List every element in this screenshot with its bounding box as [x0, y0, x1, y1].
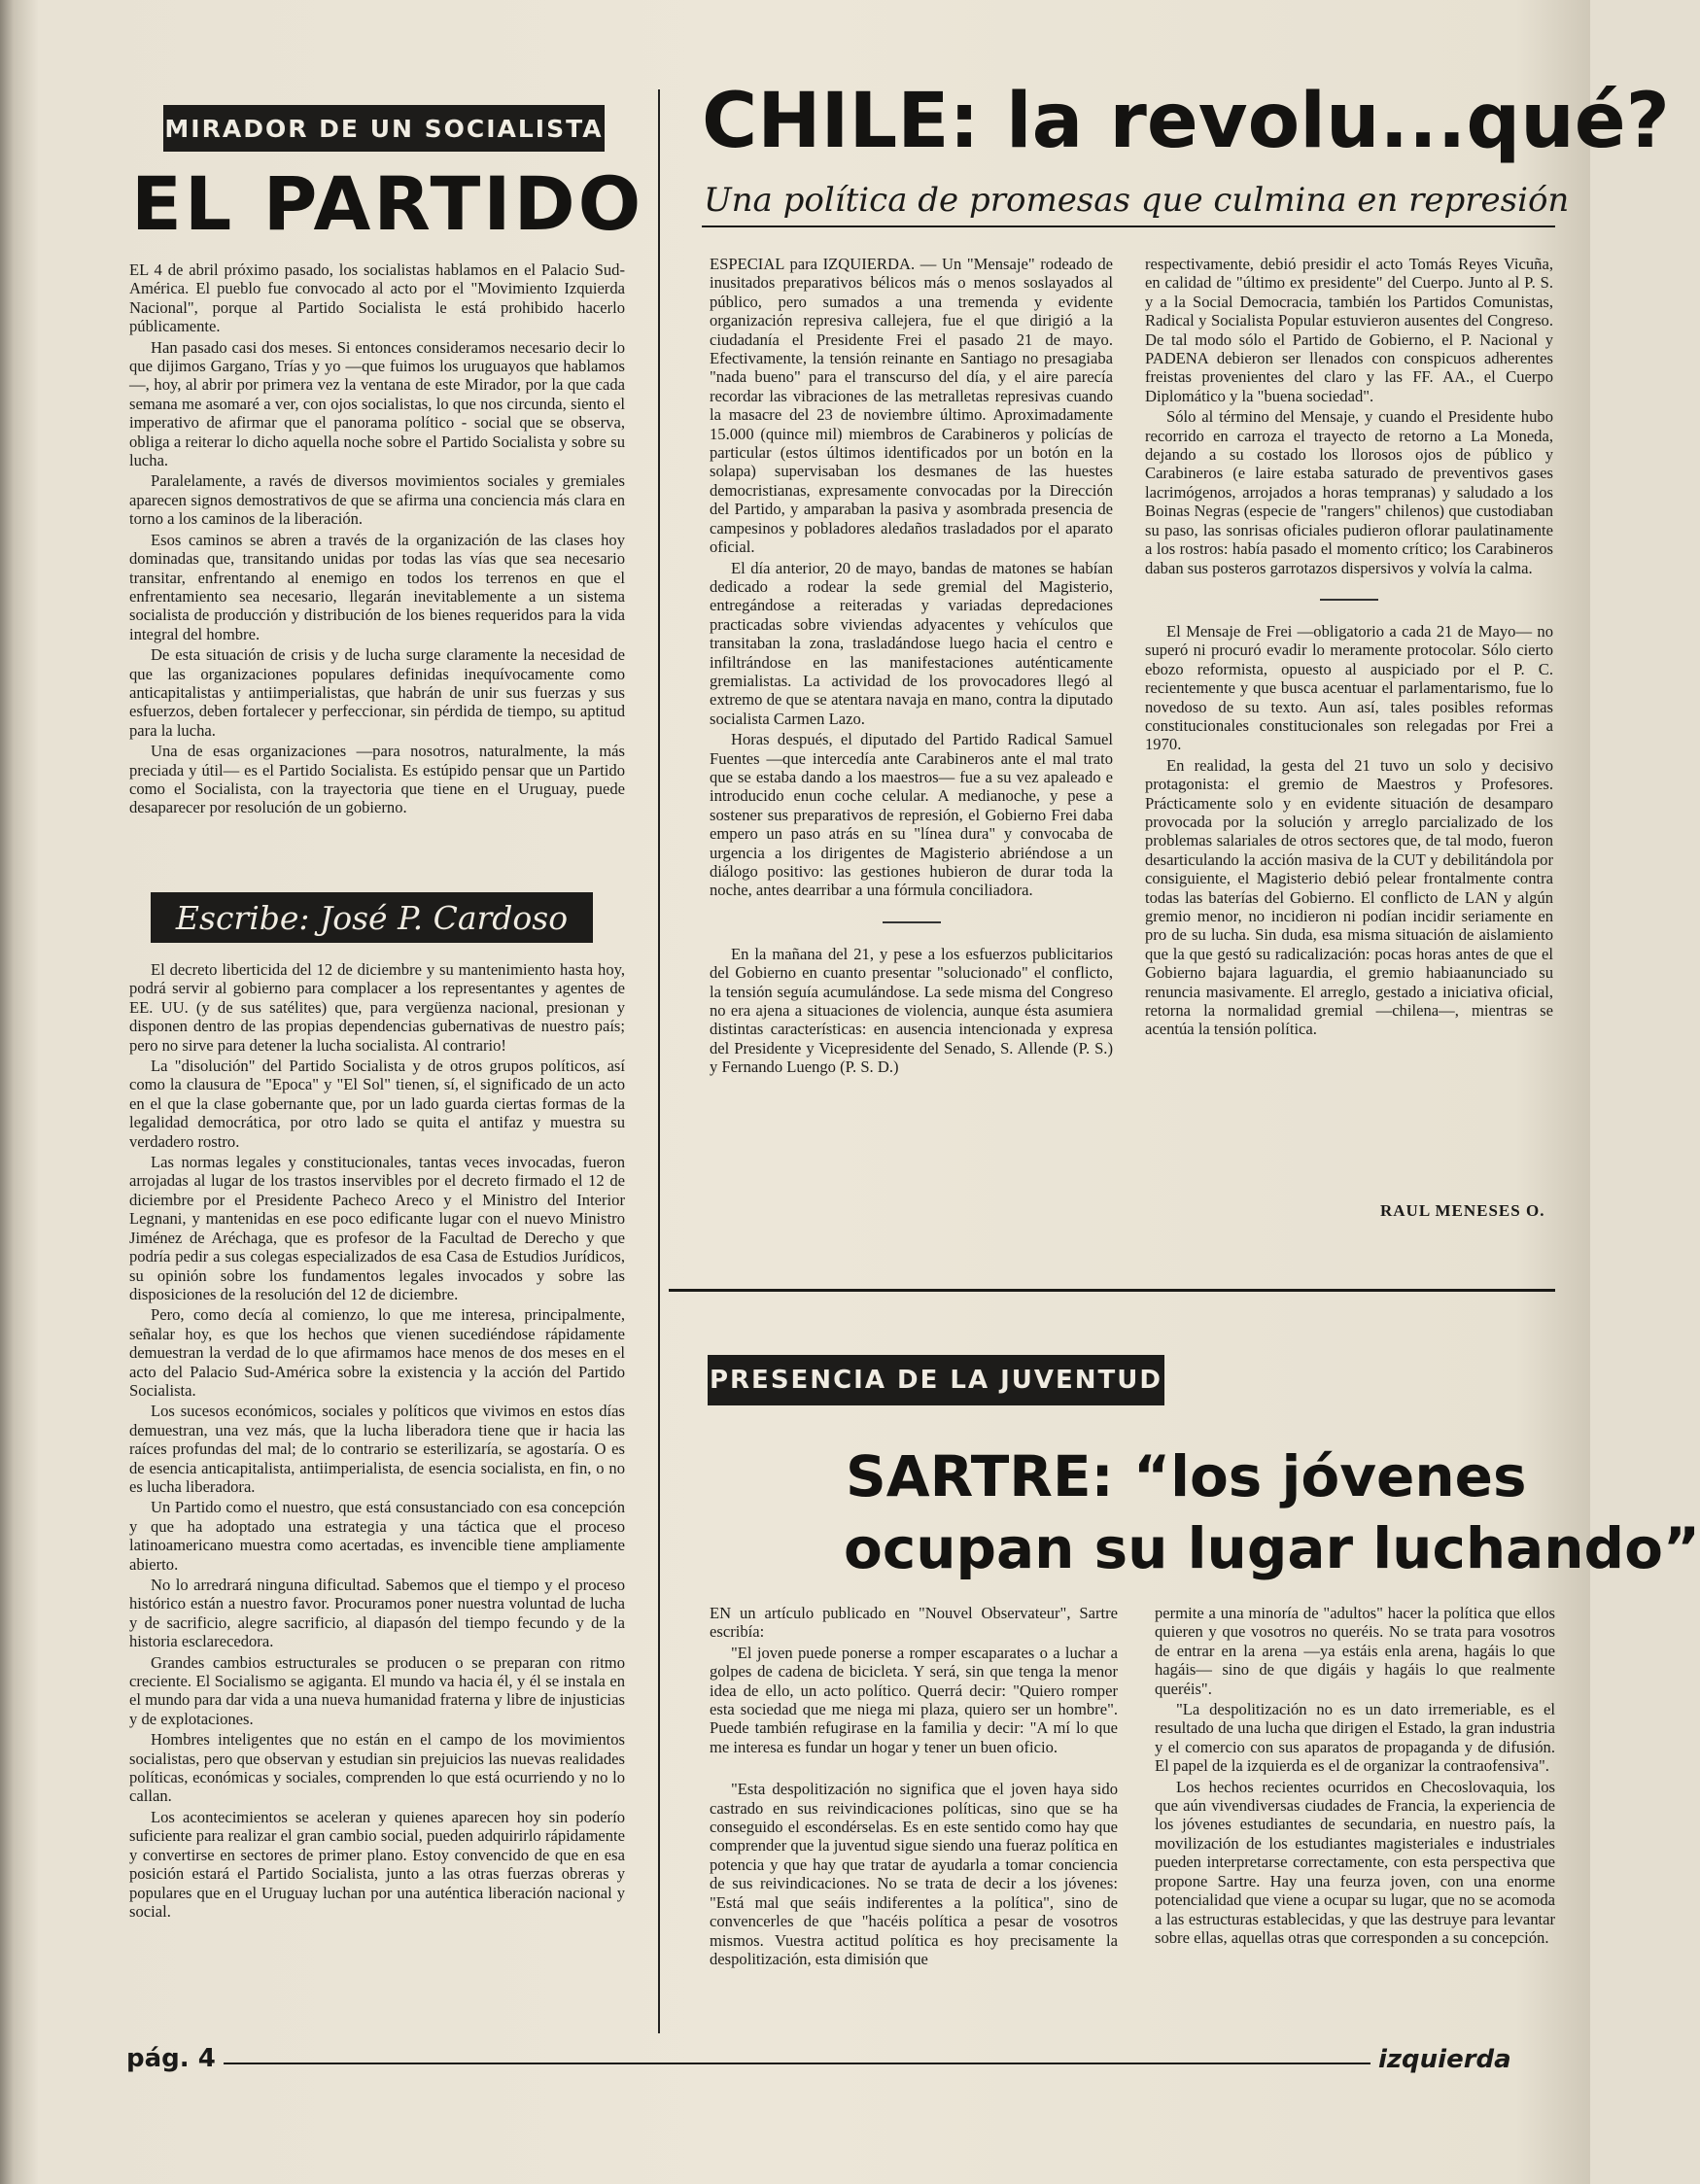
paragraph: Una de esas organizaciones —para nosotros, naturalmente, la más preciada y útil— es el Partido Socialista. Es estúpido pensar que un Partido como el Socialista, con la trayectoria que tiene en el Uruguay, puede desaparecer por resolución de un gobierno. [129, 742, 625, 817]
paragraph: Horas después, el diputado del Partido Radical Samuel Fuentes —que intercedía ante Carabineros ante el mal trato que se estaba dando a los maestros— fue a su vez apaleado e introducido enun coche celular. A medianoche, y pese a sostener sus preparativos de represión, el Gobierno Frei daba empero un paso atrás en su "línea dura" y convocaba de urgencia a los dirigentes de Magisterio abriéndose a un diálogo positivo: las gestiones hubieron de durar toda la noche, antes dearribar a una fórmula conciliadora. [710, 730, 1113, 900]
paragraph: Los acontecimientos se aceleran y quienes aparecen hoy sin poderío suficiente para realizar el gran cambio social, pueden adquirirlo rápidamente y convertirse en sectores de primer plano. Estoy convencido de que en esa posición estará el Partido Socialista, junto a las otras fuerzas obreras y populares que en el Uruguay luchan por una auténtica liberación nacional y social. [129, 1807, 625, 1921]
paragraph: Los hechos recientes ocurridos en Checoslovaquia, los que aún vivendiversas ciudades de Francia, la experiencia de los jóvenes estudiantes de secundaria, en nuestro país, la movilización de los estudiantes magisteriales e industriales pueden interpretarse correctamente, con esta perspectiva que propone Sartre. Hay una feurza joven, con una enorme potencialidad que viene a ocupar su lugar, que no se acomoda a las estructuras establecidas, y que las destruye para levantar sobre ellas, aquellas otras que corresponden a su concepción. [1155, 1777, 1555, 1947]
chile-subhead: Una política de promesas que culmina en represión [704, 181, 1570, 220]
page-number: pág. 4 [126, 2044, 216, 2073]
chile-column-1 [710, 255, 1113, 1227]
section-rule [669, 1289, 1555, 1292]
paragraph: El día anterior, 20 de mayo, bandas de matones se habían dedicado a rodear la sede gremial del Magisterio, entregándose a reiteradas y variadas depredaciones practicadas sobre viviendas adyacentes y vehículos que transitaban la zona, trasladándose luego hacia el centro e infiltrándose en las manifestaciones auténticamente gremialistas. La actividad de los provocadores llegó al extremo de que se atentara navaja en mano, contra la diputado socialista Carmen Lazo. [710, 558, 1113, 728]
publication-brand: izquierda [1378, 2045, 1511, 2074]
paragraph: "Esta despolitización no significa que el joven haya sido castrado en sus reivindicaciones políticas, sino que se ha conseguido el escondérselas. Es en este sentido como hay que comprender que la juventud sigue siendo una fueraz política en potencia y que hay que tratar de ayudarla a tomar conciencia de sus reivindicaciones. No se trata de decir a los jóvenes: "Está mal que seáis indiferentes a la política", sino de convencerles de que "hacéis política a pesar de vosotros mismos. Vuestra actitud política es hoy precisamente la despolitización, esta dimisión que [710, 1780, 1118, 1968]
paragraph: Un Partido como el nuestro, que está consustanciado con esa concepción y que ha adoptado una estrategia y una táctica que el proceso latinoamericano muestra como acertadas, es invencible tiene ampliamente abierto. [129, 1498, 625, 1574]
paragraph: De esta situación de crisis y de lucha surge claramente la necesidad de que las organizaciones populares definidas inequívocamente como anticapitalistas y antiimperialistas, que habrán de unir sus fuerzas y sus esfuerzos, deben fortalecer y perfeccionar, sin pérdida de tiempo, su aptitud para la lucha. [129, 645, 625, 740]
paragraph: respectivamente, debió presidir el acto Tomás Reyes Vicuña, en calidad de "último ex presidente" del Cuerpo. Junto al P. S. y a la Social Democracia, también los Partidos Comunistas, Radical y Socialista Popular estuvieron ausentes del Congreso. De tal modo sólo el Partido de Gobierno, el P. Nacional y PADENA debieron ser llenados con conspicuos adherentes freistas provenientes del claro y las FF. AA., el Cuerpo Diplomático y la "buena sociedad". [1145, 255, 1553, 405]
paragraph: ESPECIAL para IZQUIERDA. — Un "Mensaje" rodeado de inusitados preparativos bélicos más o menos soslayados al público, pero sumados a una tremenda y evidente organización represiva callejera, fue el que dirigió a la ciudadanía el Presidente Frei el pasado 21 de mayo. Efectivamente, la tensión reinante en Santiago no presagiaba "nada bueno" para el transcurso del día, y el aire parecía recordar las vibraciones de las metralletas represivas cuando la masacre del 23 de noviembre último. Aproximadamente 15.000 (quince mil) miembros de Carabineros y policías de particular (estos últimos identificados por un botón en la solapa) supervisaban los desmanes de las huestes democristianas, expresamente convocadas por la Dirección del Partido, y amparaban la pasiva y asombrada presencia de campesinos y pobladores aledaños trasladados por el aparato oficial. [710, 255, 1113, 557]
paragraph: Paralelamente, a ravés de diversos movimientos sociales y gremiales aparecen signos demostrativos de que se afirma una conciencia más clara en torno a los caminos de la liberación. [129, 471, 625, 529]
separator [883, 921, 941, 923]
paragraph: Han pasado casi dos meses. Si entonces consideramos necesario decir lo que dijimos Gargano, Trías y yo —que fuimos los uruguayos que hablamos—, hoy, al abrir por primera vez la ventana de este Mirador, por la que cada semana me asomaré a ver, con ojos socialistas, lo que nos circunda, siento el imperativo de afirmar que el panorama político - social que se observa, obliga a reiterar lo dicho aquella noche sobre el Partido Socialista y sobre su lucha. [129, 337, 625, 470]
mirador-article [129, 260, 625, 883]
column-divider [658, 89, 660, 2033]
paragraph: El decreto liberticida del 12 de diciembre y su mantenimiento hasta hoy, podrá servir al gobierno para complacer a los representantes y agentes de EE. UU. (y de sus satélites) que, para vergüenza nacional, presionan y disponen dentro de las propias dependencias gubernativas de nuestro país; pero no sirve para detener la lucha socialista. Al contrario! [129, 960, 625, 1055]
paragraph: Grandes cambios estructurales se producen o se preparan con ritmo creciente. El Socialismo se agiganta. El mundo va hacia él, y él se instala en el mundo para dar vida a una nueva humanidad fraterna y libre de injusticias y de explotaciones. [129, 1652, 625, 1728]
sartre-column-2 [1155, 1604, 1555, 2022]
paragraph: "El joven puede ponerse a romper escaparates o a luchar a golpes de cadena de bicicleta. Y será, sin que tenga la menor idea de ello, un acto político. Querrá decir: "Quiero romper esta sociedad que me niega mi plaza, quiero ser un hombre". Puede también refugirase en la familia y decir: "A mí lo que me interesa es fundar un hogar y tener un buen oficio. [710, 1643, 1118, 1756]
paragraph: En realidad, la gesta del 21 tuvo un solo y decisivo protagonista: el gremio de Maestros y Profesores. Prácticamente solo y en evidente situación de desamparo provocada por la solución y arreglo parcializado de los problemas salariales de otros sectores que, de tal modo, fueron desarticulando la acción masiva de la CUT y debilitándola por consiguiente, el Magisterio debió pelear frontalmente contra todas las baterías del Gobierno. El conflicto de LAN y algún gremio menor, no incidieron ni podían incidir seriamente en pro de su lucha. Sin duda, esa misma situación de aislamiento que la que gestó su radicalización: pocas horas antes de que el Gobierno bajara laguardia, el gremio habiaanunciado su renuncia masivamente. El arreglo, gestado a iniciativa oficial, retorna la normalidad gremial —chilena—, mientras se acentúa la tensión política. [1145, 755, 1553, 1039]
paragraph: EL 4 de abril próximo pasado, los socialistas hablamos en el Palacio Sud-América. El pueblo fue convocado al acto por el "Movimiento Izquierda Nacional", porque al Partido Socialista le está prohibido hacerlo públicamente. [129, 260, 625, 336]
chile-headline: CHILE: la revolu...qué? [702, 78, 1670, 165]
subhead-rule [702, 225, 1555, 227]
paragraph: Hombres inteligentes que no están en el campo de los movimientos socialistas, pero que observan y estudian sin prejuicios las nuevas realidades políticas, económicas y sociales, comprenden lo que está ocurriendo y no lo callan. [129, 1730, 625, 1806]
paragraph: Los sucesos económicos, sociales y políticos que vivimos en estos días demuestran, una vez más, que la lucha liberadora tiene que ir hacia las raíces profundas del mal; de lo contrario se esterilizaría, se agostaría. O es de esencia anticapitalista, antiimperialista, de esencia socialista, en fin, o no es lucha liberadora. [129, 1402, 625, 1496]
paragraph: Las normas legales y constitucionales, tantas veces invocadas, fueron arrojadas al lugar de los trastos inservibles por el decreto firmado el 12 de diciembre por el Presidente Pacheco Areco y el Ministro del Interior Legnani, y mantenidas en ese poco edificante lugar con el nuevo Ministro Jiménez de Aréchaga, que es profesor de la Facultad de Derecho y que podría pedir a sus colegas especializados de esa Casa de Estudios Jurídicos, su opinión sobre los fundamentos legales invocados y sobre las disposiciones de la resolución del 12 de diciembre. [129, 1153, 625, 1303]
sartre-headline-line1: SARTRE: “los jóvenes [846, 1443, 1527, 1509]
author-kicker: Escribe: José P. Cardoso [151, 892, 593, 943]
paragraph: EN un artículo publicado en "Nouvel Observateur", Sartre escribía: [710, 1604, 1118, 1642]
paragraph: No lo arredrará ninguna dificultad. Sabemos que el tiempo y el proceso histórico están a nuestro favor. Procuramos poner nuestra voluntad de lucha y de sacrificio, alegre sacrificio, al diapasón del tiempo fecundo y de la historia esclarecedora. [129, 1576, 625, 1651]
sartre-headline-line2: ocupan su lugar luchando” [844, 1515, 1700, 1581]
cardoso-article [129, 960, 625, 2018]
el-partido-headline: EL PARTIDO [131, 160, 644, 247]
mirador-kicker: MIRADOR DE UN SOCIALISTA [163, 105, 605, 152]
paragraph: Pero, como decía al comienzo, lo que me interesa, principalmente, señalar hoy, es que los hechos que vienen sucediéndose rápidamente demuestran la verdad de lo que afirmamos hace menos de dos meses en el acto del Palacio Sud-América sobre la existencia y la acción del Partido Socialista. [129, 1305, 625, 1400]
paragraph: En la mañana del 21, y pese a los esfuerzos publicitarios del Gobierno en cuanto presentar "solucionado" el conflicto, la tensión seguía acumulándose. La sede misma del Congreso no era ajena a situaciones de violencia, aunque ésta asumiera distintas características: en ausencia intencionada y expresa del Presidente y Vicepresidente del Senado, S. Allende (P. S.) y Fernando Luengo (P. S. D.) [710, 944, 1113, 1077]
paragraph: La "disolución" del Partido Socialista y de otros grupos políticos, así como la clausura de "Epoca" y "El Sol" tienen, sí, el significado de un acto en el que la clase gobernante que, por un lado guarda ciertas formas de la legalidad democrática, por otro lado se quita el antifaz y muestra su verdadero rostro. [129, 1057, 625, 1151]
separator [1320, 599, 1378, 601]
juventud-kicker: PRESENCIA DE LA JUVENTUD [708, 1355, 1164, 1405]
paragraph: "La despolitización no es un dato irremeriable, es el resultado de una lucha que dirigen el Estado, la gran industria y el comercio con sus aparatos de propaganda y de difusión. El papel de la izquierda es el de organizar la contraofensiva". [1155, 1700, 1555, 1776]
paragraph: permite a una minoría de "adultos" hacer la política que ellos quieren y que vosotros no queréis. No se trata para vosotros de entrar en la arena —ya estáis enla arena, hagáis lo que hagáis— sino de que digáis y hagáis lo que realmente queréis". [1155, 1604, 1555, 1698]
paragraph: Esos caminos se abren a través de la organización de las clases hoy dominadas que, transitando unidas por todas las vías que sea necesario transitar, enfrentando al enemigo en todos los terrenos en que el enfrentamiento sea necesario, llegarán inevitablemente a un sistema socialista de producción y distribución de los bienes requeridos para la vida integral del hombre. [129, 530, 625, 643]
chile-signature: RAUL MENESES O. [1380, 1201, 1545, 1220]
paragraph: El Mensaje de Frei —obligatorio a cada 21 de Mayo— no superó ni procuró evadir lo meramente protocolar. Sólo cierto ebozo reformista, opuesto al auspiciado por el P. C. recientemente y que busca acentuar el parlamentarismo, fue lo novedoso de su texto. Aun así, tales posibles reformas constitucionales constitucionales son relegadas por Frei a 1970. [1145, 621, 1553, 754]
sartre-column-1 [710, 1604, 1118, 2022]
paragraph: Sólo al término del Mensaje, y cuando el Presidente hubo recorrido en carroza el trayecto de retorno a La Moneda, dejando a su costado los llorosos ojos de público y Carabineros (e laire estaba saturado de preventivos gases lacrimógenos, arrojados a horas tempranas) y saludado a los Boinas Negras (especie de "rangers" chilenos) que custodiaban su paso, las sonrisas oficiales pudieron oflorar paulatinamente a los rostros: había pasado el momento crítico; los Carabineros daban sus posteros garrotazos dispersivos y volvía la calma. [1145, 407, 1553, 577]
chile-column-2 [1145, 255, 1553, 1197]
footer-rule [224, 2063, 1370, 2064]
